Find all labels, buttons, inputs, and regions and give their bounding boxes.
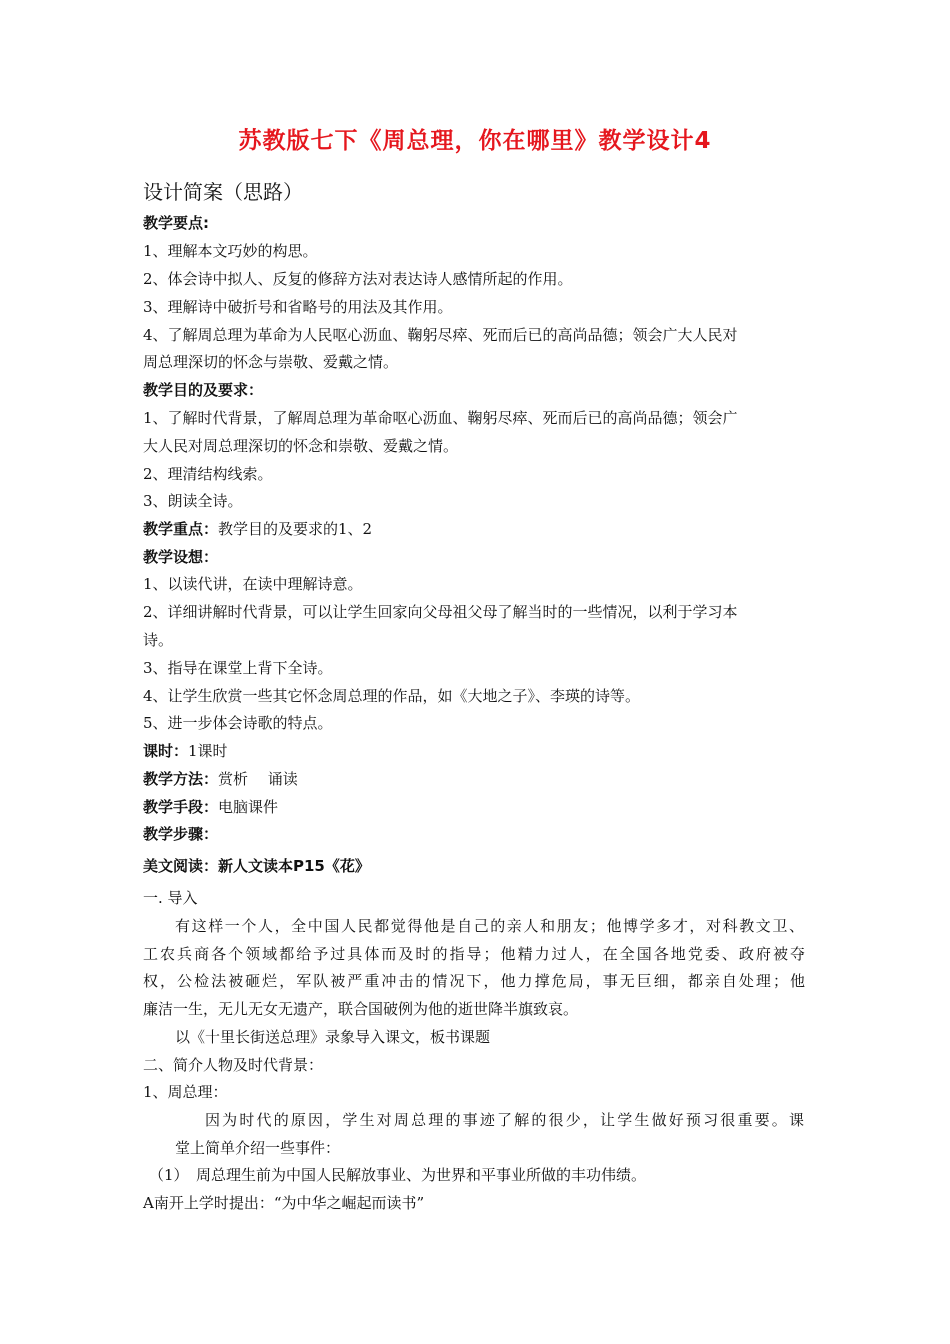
intro-paragraph-line: 有这样一个人，全中国人民都觉得他是自己的亲人和朋友；他博学多才，对科教文卫、 [175,917,804,935]
section-heading: 设计简案（思路） [143,180,303,204]
intro-paragraph-line: 权，公检法被砸烂，军队被严重冲击的情况下，他力撑危局，事无巨细，都亲自处理；他 [143,972,805,990]
means-value: 电脑课件 [218,798,279,816]
ideas-label: 教学设想： [143,548,219,566]
focus-label: 教学重点： [143,520,219,538]
background-paragraph-line: 因为时代的原因，学生对周总理的事迹了解的很少，让学生做好预习很重要。课 [205,1111,804,1129]
background-item-1: （1） 周总理生前为中国人民解放事业、为世界和平事业所做的丰功伟绩。 [149,1166,647,1184]
key-point-item: 周总理深切的怀念与崇敬、爱戴之情。 [143,353,399,371]
intro-paragraph-line: 工农兵商各个领域都给予过具体而及时的指导；他精力过人，在全国各地党委、政府被夺 [143,945,805,963]
goals-label: 教学目的及要求： [143,381,264,399]
goal-item: 3、朗读全诗。 [143,492,243,510]
goal-item: 1、了解时代背景，了解周总理为革命呕心沥血、鞠躬尽瘁、死而后已的高尚品德；领会广 [143,409,738,427]
idea-item: 1、以读代讲，在读中理解诗意。 [143,575,363,593]
focus-value: 教学目的及要求的1、2 [218,520,373,538]
intro-paragraph-line: 廉洁一生，无儿无女无遗产，联合国破例为他的逝世降半旗致哀。 [143,1000,579,1018]
goal-item: 大人民对周总理深切的怀念和崇敬、爱戴之情。 [143,437,459,455]
intro-heading: 一. 导入 [143,889,198,907]
background-paragraph-line: 堂上简单介绍一些事件： [175,1139,341,1157]
reading-line: 美文阅读：新人文读本P15《花》 [143,857,370,875]
steps-label: 教学步骤： [143,825,219,843]
key-points-label: 教学要点: [143,214,209,232]
background-item-a: A南开上学时提出：“为中华之崛起而读书” [143,1194,425,1212]
key-point-item: 4、了解周总理为革命为人民呕心沥血、鞠躬尽瘁、死而后已的高尚品德；领会广大人民对 [143,326,738,344]
focus-row [143,519,372,539]
intro-after: 以《十里长街送总理》录象导入课文，板书课题 [175,1028,491,1046]
key-point-item: 3、理解诗中破折号和省略号的用法及其作用。 [143,298,453,316]
background-heading: 二、简介人物及时代背景： [143,1056,324,1074]
background-sub1: 1、周总理： [143,1083,228,1101]
key-point-item: 1、理解本文巧妙的构思。 [143,242,318,260]
means-row [143,797,278,817]
idea-item: 3、指导在课堂上背下全诗。 [143,659,333,677]
idea-item: 诗。 [143,631,174,649]
hours-value: 1课时 [188,742,228,760]
idea-item: 5、进一步体会诗歌的特点。 [143,714,333,732]
key-point-item: 2、体会诗中拟人、反复的修辞方法对表达诗人感情所起的作用。 [143,270,573,288]
document-title: 苏教版七下《周总理，你在哪里》教学设计4 [238,128,712,154]
idea-item: 4、让学生欣赏一些其它怀念周总理的作品，如《大地之子》、李瑛的诗等。 [143,687,641,705]
hours-row [143,741,228,761]
method-value: 赏析 诵读 [218,770,298,788]
idea-item: 2、详细讲解时代背景，可以让学生回家向父母祖父母了解当时的一些情况，以利于学习本 [143,603,738,621]
goal-item: 2、理清结构线索。 [143,465,273,483]
method-label: 教学方法： [143,770,219,788]
means-label: 教学手段： [143,798,219,816]
hours-label: 课时： [143,742,189,760]
method-row [143,769,298,789]
